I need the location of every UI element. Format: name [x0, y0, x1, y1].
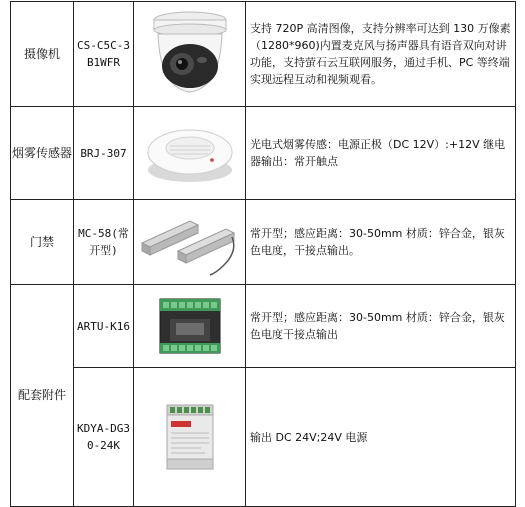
description-text: 光电式烟雾传感：电源正极（DC 12V）:+12V 继电器输出：常开触点 [250, 138, 506, 168]
model-cell: MC-58(常开型) [74, 200, 134, 285]
description-cell [246, 368, 516, 507]
model-cell: BRJ-307 [74, 107, 134, 200]
category-cell: 门禁 [11, 200, 74, 285]
category-cell: 摄像机 [11, 2, 74, 107]
description-cell [246, 2, 516, 107]
description-text: 常开型；感应距离：30-50mm 材质：锌合金，银灰色电度干接点输出 [250, 311, 505, 341]
description-text: 支持 720P 高清图像，支持分辨率可达到 130 万像素（1280*960)内置麦克风与扬声器具有语音双向对讲功能，支持萤石云互联网服务，通过手机、PC 等终端实现远程互动和视频观看。 [250, 22, 511, 86]
image-cell [134, 200, 246, 285]
smoke-detector-icon [140, 112, 240, 194]
description-cell [246, 285, 516, 368]
table-row [11, 2, 516, 107]
ptz-dome-camera-icon [140, 8, 240, 100]
image-cell [134, 285, 246, 368]
description-text: 常开型；感应距离：30-50mm 材质：锌合金，银灰色电度，干接点输出。 [250, 227, 505, 257]
magnetic-door-sensor-icon [138, 207, 242, 277]
category-cell: 烟雾传感器 [11, 107, 74, 200]
table-row [11, 368, 516, 507]
model-cell: KDYA-DG30-24K [74, 368, 134, 507]
image-cell [134, 2, 246, 107]
image-cell [134, 368, 246, 507]
io-module-icon [154, 293, 226, 359]
image-cell [134, 107, 246, 200]
table-row [11, 200, 516, 285]
description-cell [246, 107, 516, 200]
description-text: 输出 DC 24V;24V 电源 [250, 430, 368, 444]
din-rail-power-supply-icon [159, 401, 221, 473]
equipment-table [10, 1, 516, 490]
model-cell: CS-C5C-3B1WFR [74, 2, 134, 107]
table-row [11, 285, 516, 368]
category-cell: 配套附件 [11, 285, 74, 507]
table-row [11, 107, 516, 200]
model-cell: ARTU-K16 [74, 285, 134, 368]
description-cell [246, 200, 516, 285]
